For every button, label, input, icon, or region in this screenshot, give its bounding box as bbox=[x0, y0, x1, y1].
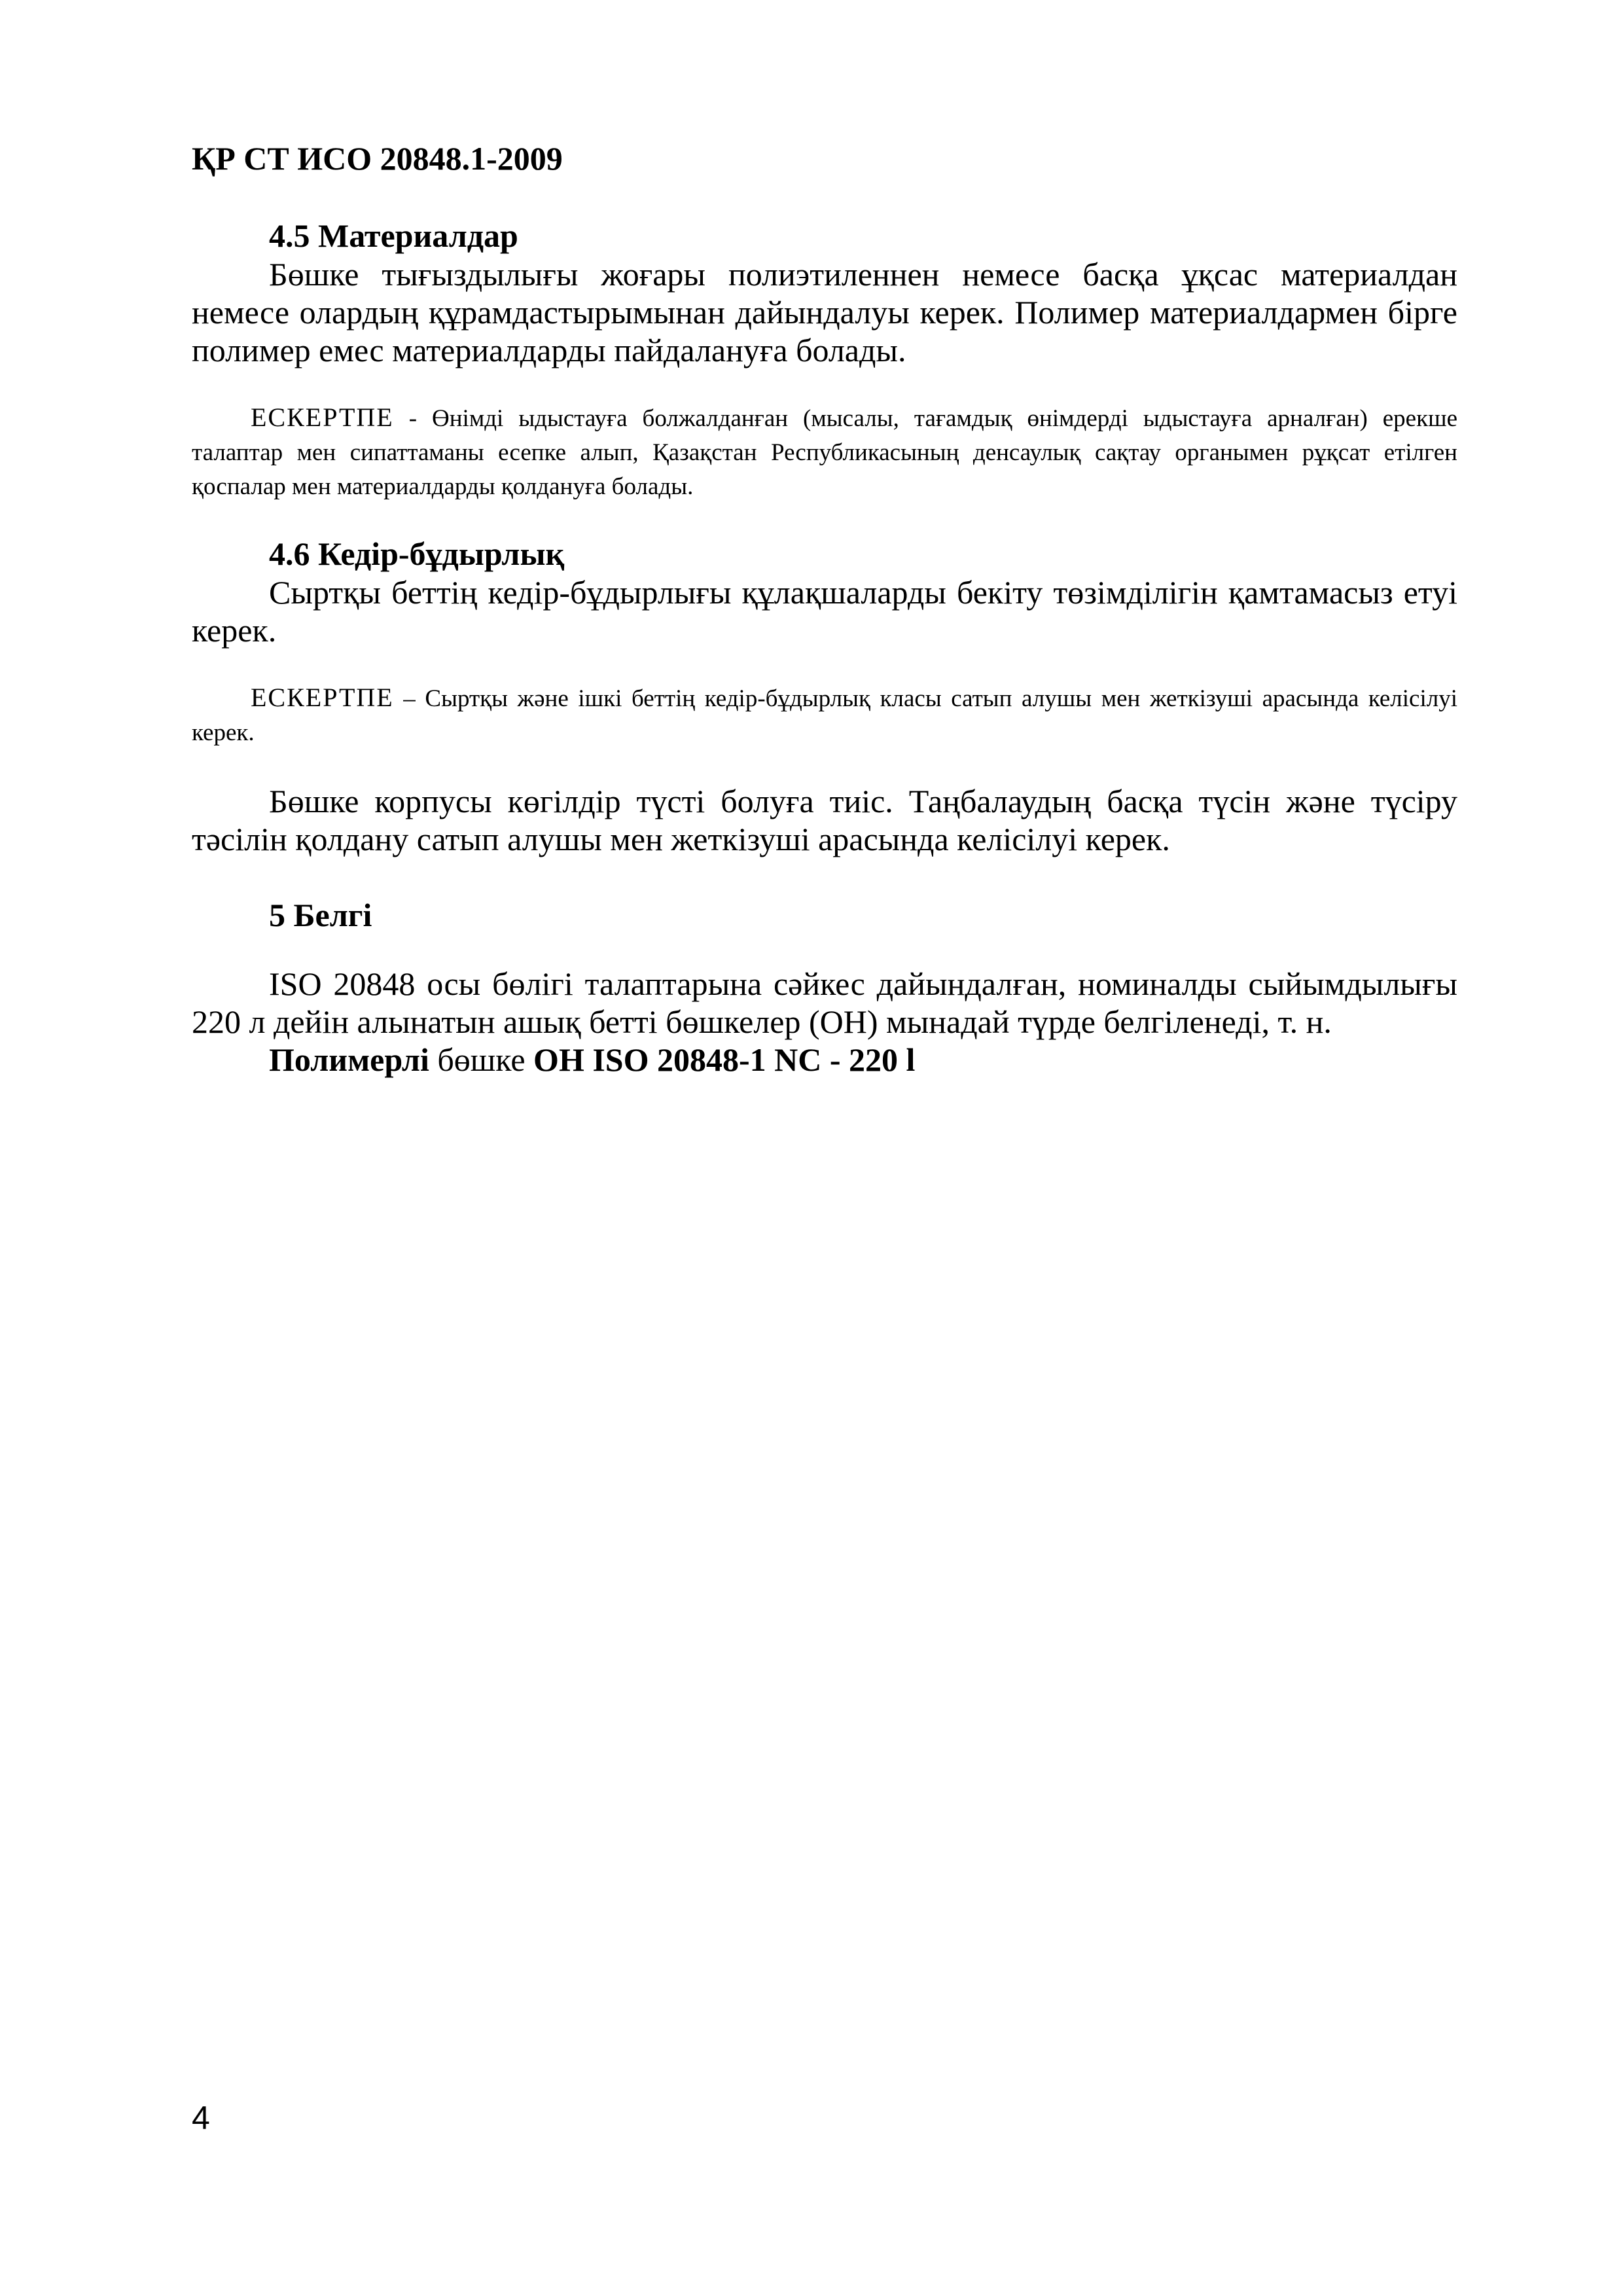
section-4-6-paragraph-2 bbox=[192, 782, 1457, 858]
section-5 bbox=[192, 895, 1457, 935]
section-4-5 bbox=[192, 216, 1457, 369]
section-heading: 5 Белгі bbox=[269, 897, 372, 933]
note-text: - Өнімді ыдыстауға болжалданған (мысалы, тағамдық өнімдерді ыдыстауға арналған) ерекше талаптар мен сипаттаманы есепке алып, Қазақстан Республикасының денсаулық сақтау органымен рұқсат етілген қоспалар мен материалдарды қолдануға болады. bbox=[192, 405, 1457, 500]
section-paragraph: Бөшке тығыздылығы жоғары полиэтиленнен немесе басқа ұқсас материалдан немесе олардың құрамдастырымынан дайындалуы керек. Полимер материалдармен бірге полимер емес материалдарды пайдалануға болады. bbox=[192, 256, 1457, 368]
designation-bold-1: Полимерлі bbox=[269, 1041, 429, 1078]
designation-plain: бөшке bbox=[429, 1041, 534, 1078]
note-label: ЕСКЕРТПЕ bbox=[251, 403, 394, 432]
section-paragraph: ISO 20848 осы бөлігі талаптарына сәйкес дайындалған, номиналды сыйымдылығы 220 л дейін алынатын ашық бетті бөшкелер (ОН) мынадай түрде белгіленеді, т. н. bbox=[192, 965, 1457, 1040]
page-number: 4 bbox=[192, 2100, 210, 2136]
note-4-5 bbox=[192, 401, 1457, 504]
section-paragraph: Бөшке корпусы көгілдір түсті болуға тиіс. Таңбалаудың басқа түсін және түсіру тәсілін қолдану сатып алушы мен жеткізуші арасында келісілуі керек. bbox=[192, 783, 1457, 857]
section-paragraph: Сыртқы беттің кедір-бұдырлығы құлақшаларды бекіту төзімділігін қамтамасыз етуі керек. bbox=[192, 574, 1457, 649]
document-header: ҚР СТ ИСО 20848.1-2009 bbox=[192, 140, 563, 177]
section-heading: 4.5 Материалдар bbox=[269, 217, 518, 254]
note-paragraph bbox=[192, 401, 1457, 504]
designation-example bbox=[192, 1041, 1457, 1079]
note-label: ЕСКЕРТПЕ bbox=[251, 683, 394, 712]
note-4-6 bbox=[192, 681, 1457, 750]
note-paragraph bbox=[192, 681, 1457, 750]
section-4-6 bbox=[192, 534, 1457, 649]
note-text: – Сыртқы және ішкі беттің кедір-бұдырлық класы сатып алушы мен жеткізуші арасында келісілуі керек. bbox=[192, 685, 1457, 746]
section-heading: 4.6 Кедір-бұдырлық bbox=[269, 535, 565, 572]
designation-bold-2: ОН ISO 20848-1 NC - 220 l bbox=[533, 1041, 916, 1078]
section-5-body bbox=[192, 965, 1457, 1079]
